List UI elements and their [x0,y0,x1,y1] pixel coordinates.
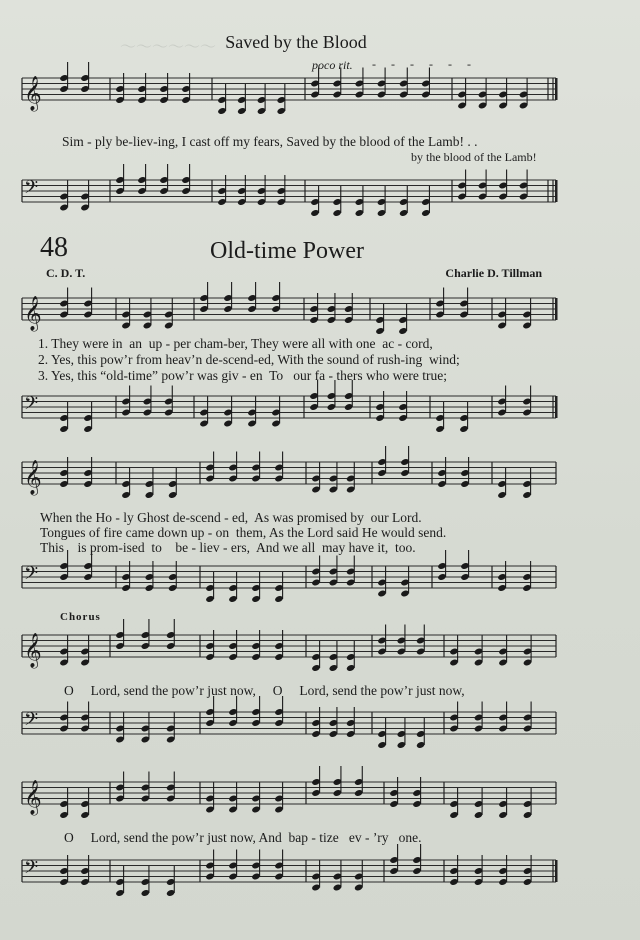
lyricist: C. D. T. [46,266,86,280]
staff-8 [22,766,556,819]
hymn-title: Old-time Power [210,238,364,264]
verse-3-line-1: 3. Yes, this “old-time” pow’r was giv - en To our fa - thers who were true; [38,368,447,383]
top-hymn-title: Saved by the Blood [225,32,367,52]
staff-5 [22,550,556,603]
hymn-number: 48 [40,232,68,263]
staff-6 [22,619,556,672]
treble-clef-icon: 𝄞 [24,780,42,815]
composer: Charlie D. Tillman [445,266,542,280]
tempo-dashes: - - - - - - [372,57,477,71]
treble-clef-icon: 𝄞 [24,296,42,331]
tempo-mark: poco rit. [312,58,353,72]
bass-clef-icon: 𝄢 [24,563,39,589]
top-hymn-lyric-echo: by the blood of the Lamb! [411,150,537,164]
chorus-line-1: O Lord, send the pow’r just now, O Lord, send the pow’r just now, [64,683,465,698]
top-hymn-lyric: Sim - ply be-liev-ing, I cast off my fears, Saved by the blood of the Lamb! . . [62,134,478,149]
verse-2-line-2: Tongues of fire came down up - on them, As the Lord said He would send. [40,525,447,540]
bass-clef-icon: 𝄢 [24,857,39,883]
staff-9 [22,844,558,897]
chorus-line-2: O Lord, send the pow’r just now, And bap - tize ev - ’ry one. [64,830,422,845]
bass-clef-icon: 𝄢 [24,709,39,735]
staff-4 [22,446,556,499]
staff-2 [22,282,558,335]
verse-1-line-1: 1. They were in an up - per cham-ber, They were all with one ac - cord, [38,336,433,351]
verse-2-line-1: 2. Yes, this pow’r from heav’n de-scend-ed, With the sound of rush-ing wind; [38,352,460,367]
treble-clef-icon: 𝄞 [24,633,42,668]
staff-0 [22,62,558,115]
bass-clef-icon: 𝄢 [24,393,39,419]
chorus-label: Chorus [60,611,101,623]
treble-clef-icon: 𝄞 [24,460,42,495]
bleed-through-text: 〜〜〜〜〜〜 [120,39,217,56]
verse-3-line-2: This is prom-ised to be - liev - ers, And we all may have it, too. [40,540,416,555]
staff-3 [22,380,558,433]
verse-1-line-2: When the Ho - ly Ghost de-scend - ed, As was promised by our Lord. [40,510,422,525]
treble-clef-icon: 𝄞 [24,76,42,111]
staff-7 [22,696,556,749]
staff-1 [22,164,558,217]
bass-clef-icon: 𝄢 [24,177,39,203]
